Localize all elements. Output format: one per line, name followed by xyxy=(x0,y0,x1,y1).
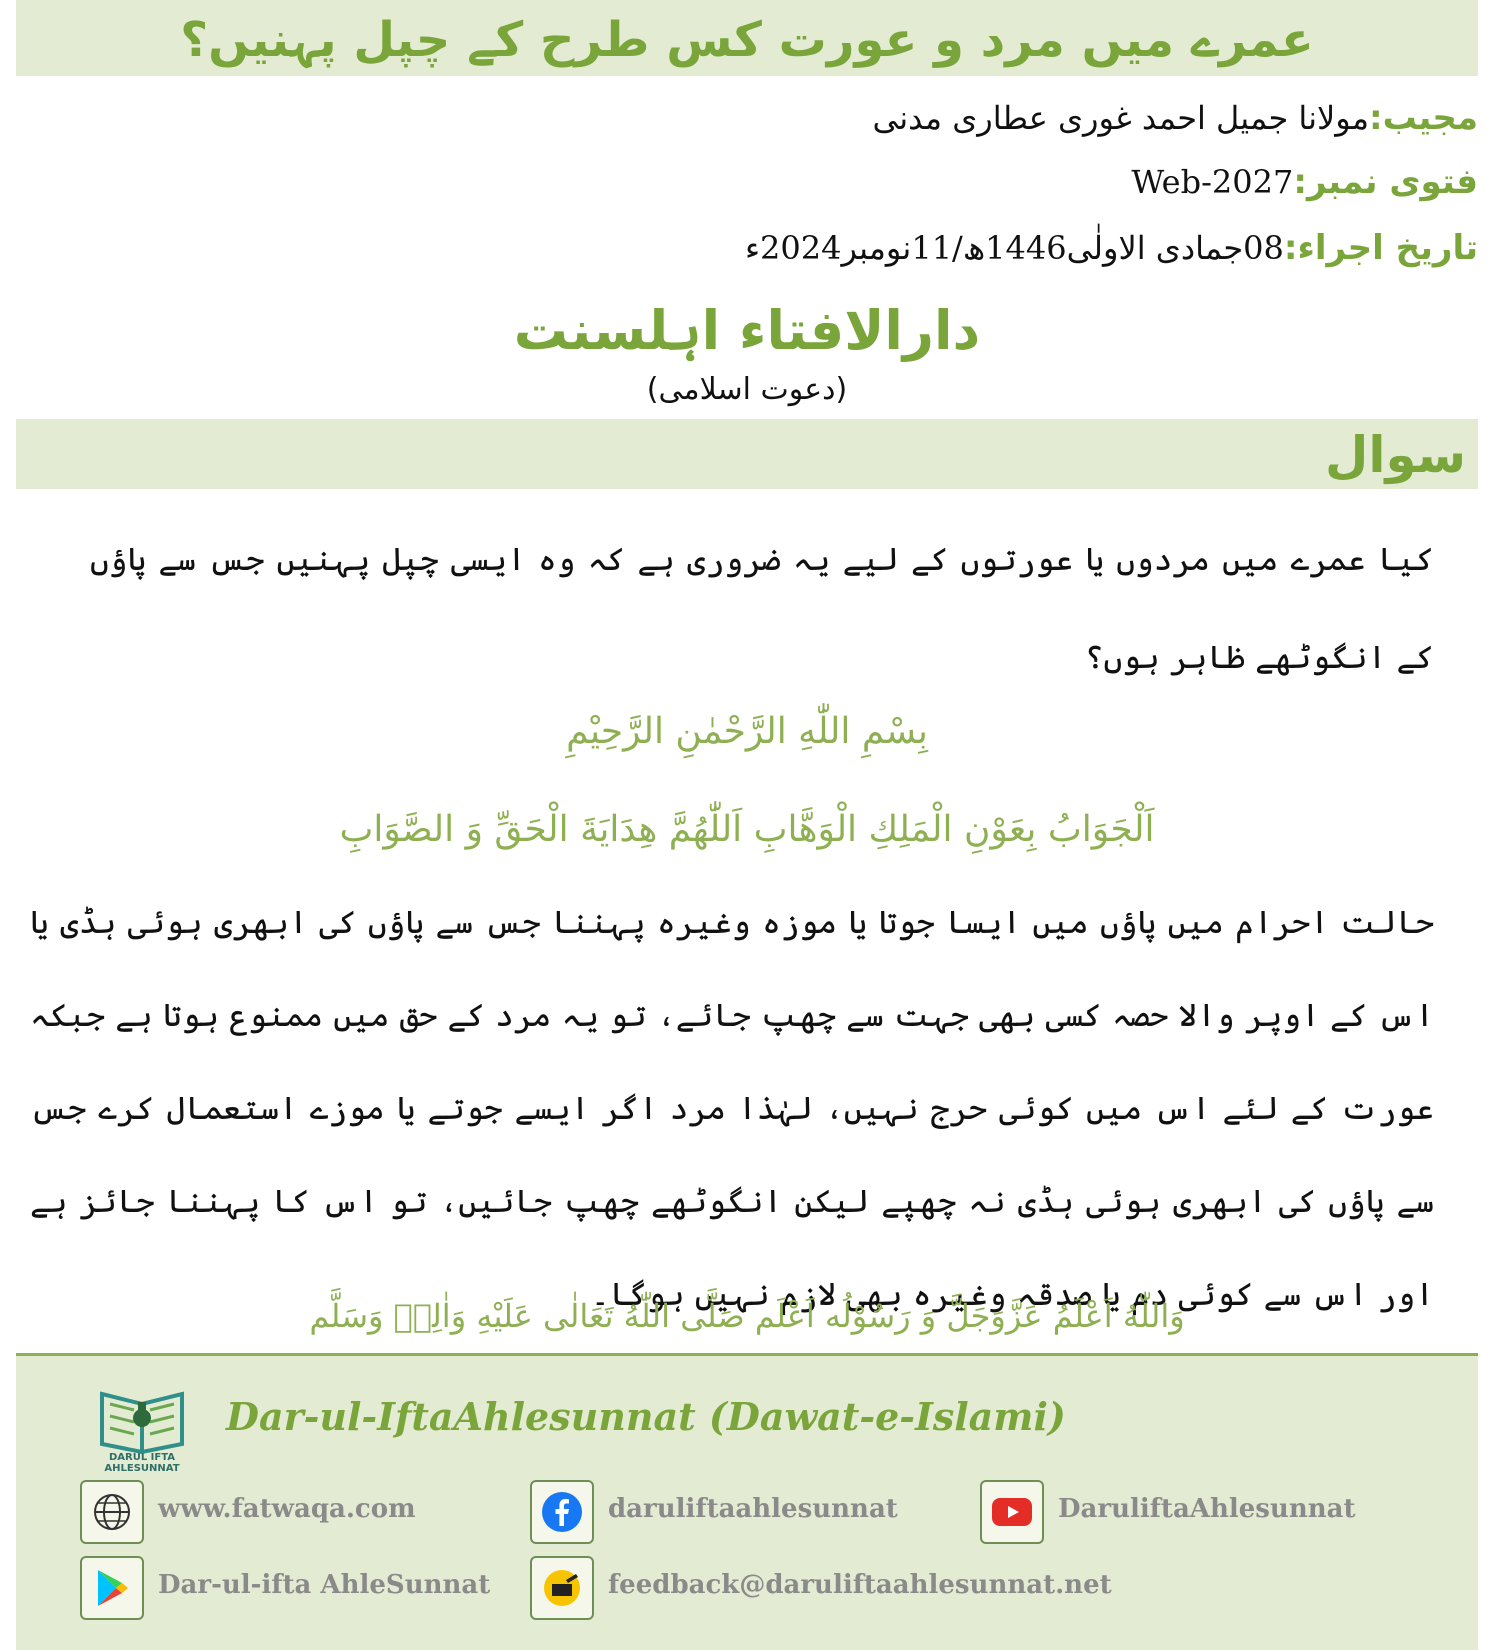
question-text: کیا عمرے میں مردوں یا عورتوں کے لیے یہ ضروری ہے کہ وہ ایسی چپل پہنیں جس سے پاؤں کے انگوٹھے ظاہر ہوں؟ xyxy=(90,540,1434,676)
play-store-text: Dar-ul-ifta AhleSunnat xyxy=(158,1570,491,1600)
globe-icon xyxy=(80,1480,144,1544)
answer-text: حالت احرام میں پاؤں میں ایسا جوتا یا موزہ وغیرہ پہننا جس سے پاؤں کی ابھری ہوئی ہڈی یا اس کے اوپر والا حصہ کسی بھی جہت سے چھپ جائے، تو یہ مرد کے حق میں ممنوع ہوتا ہے جبکہ عورت کے لئے اس میں کوئی حرج نہیں، لہٰذا مرد اگر ایسے جوتے یا موزے استعمال کرے جس سے پاؤں کی ابھری ہوئی ہڈی نہ چھپے لیکن انگوٹھے چھپ جائیں، تو اس کا پہننا جائز ہے اور اس سے کوئی دم یا صدقہ وغیرہ بھی لازم نہیں ہوگا۔ xyxy=(30,903,1434,1313)
fatwa-number-value: Web-2027 xyxy=(1131,163,1294,201)
mujeeb-line xyxy=(873,96,1478,140)
website-text: www.fatwaqa.com xyxy=(158,1494,416,1524)
issue-date-label: تاریخ اجراء: xyxy=(1283,228,1478,268)
title-band xyxy=(16,0,1478,76)
facebook-text: daruliftaahlesunnat xyxy=(608,1494,898,1524)
mujeeb-label: مجیب: xyxy=(1368,98,1478,138)
issue-date-line xyxy=(745,226,1478,270)
organization-name: دارالافتاء اہلسنت xyxy=(513,299,981,362)
feedback-text: feedback@daruliftaahlesunnat.net xyxy=(608,1570,1112,1600)
feedback-icon xyxy=(530,1556,594,1620)
logo-caption: DARUL IFTA AHLESUNNAT xyxy=(104,1452,180,1474)
play-store-icon xyxy=(80,1556,144,1620)
organization-subtitle: (دعوت اسلامی) xyxy=(646,372,848,407)
brand-name: Dar-ul-IftaAhlesunnat (Dawat-e-Islami) xyxy=(226,1394,1066,1439)
issue-date-value: 08جمادی الاولٰی1446ھ/11نومبر2024ء xyxy=(744,229,1284,267)
question-heading: سوال xyxy=(1324,426,1466,484)
bismillah: بِسْمِ اللّٰهِ الرَّحْمٰنِ الرَّحِیْمِ xyxy=(566,711,928,752)
page-title: عمرے میں مرد و عورت کس طرح کے چپل پہنیں؟ xyxy=(180,12,1314,68)
mujeeb-value: مولانا جمیل احمد غوری عطاری مدنی xyxy=(872,99,1369,137)
fatwa-number-line xyxy=(1131,160,1478,204)
footer xyxy=(16,1353,1478,1650)
question-band xyxy=(16,419,1478,489)
facebook-icon xyxy=(530,1480,594,1544)
closing-formula: وَاللّٰهُ اَعْلَمُ عَزَّوَجَلَّ وَ رَسُوْلُه اَعْلَم صَلَّی اللّٰهُ تَعَالٰی عَلَیْهِ وَاٰلِهٖ وَسَلَّم xyxy=(309,1297,1185,1335)
youtube-text: DaruliftaAhlesunnat xyxy=(1058,1494,1356,1524)
fatwa-number-label: فتوی نمبر: xyxy=(1293,162,1478,202)
answer-opening: اَلْجَوَابُ بِعَوْنِ الْمَلِكِ الْوَهَّابِ اَللّٰهُمَّ هِدَايَةَ الْحَقِّ وَ الصَّوَابِ xyxy=(339,809,1155,850)
youtube-icon xyxy=(980,1480,1044,1544)
